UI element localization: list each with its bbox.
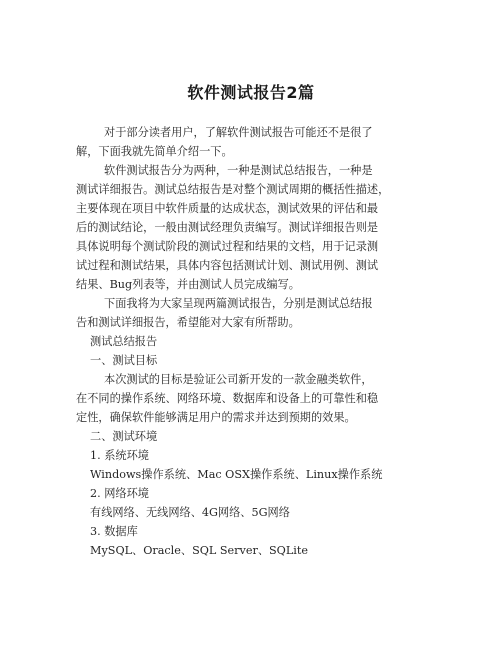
document-title: 软件测试报告2篇 bbox=[187, 83, 315, 102]
text-line: 结果、Bug列表等，并由测试人员完成编写。 bbox=[76, 278, 300, 291]
text-line: 1. 系统环境 bbox=[90, 449, 149, 462]
text-line: 3. 数据库 bbox=[90, 525, 138, 538]
text-line: 下面我将为大家呈现两篇测试报告，分别是测试总结报 bbox=[104, 297, 373, 310]
text-line: 后的测试结论，一般由测试经理负责编写。测试详细报告则是 bbox=[76, 221, 379, 234]
text-line: 2. 网络环境 bbox=[90, 487, 149, 500]
text-line: 有线网络、无线网络、4G网络、5G网络 bbox=[90, 506, 290, 519]
text-line: 在不同的操作系统、网络环境、数据库和设备上的可靠性和稳 bbox=[76, 392, 379, 405]
text-line: 测试总结报告 bbox=[90, 335, 158, 348]
text-line: 本次测试的目标是验证公司新开发的一款金融类软件， bbox=[104, 373, 373, 386]
text-line: 软件测试报告分为两种，一种是测试总结报告，一种是 bbox=[104, 164, 373, 177]
text-line: 试过程和测试结果，具体内容包括测试计划、测试用例、测试 bbox=[76, 259, 379, 272]
text-line: 测试详细报告。测试总结报告是对整个测试周期的概括性描述， bbox=[76, 183, 390, 196]
text-line: 具体说明每个测试阶段的测试过程和结果的文档，用于记录测 bbox=[76, 240, 379, 253]
text-line: 告和测试详细报告，希望能对大家有所帮助。 bbox=[76, 316, 300, 329]
document-body bbox=[76, 123, 436, 560]
text-line: 解，下面我就先简单介绍一下。 bbox=[76, 145, 233, 158]
text-line: 对于部分读者用户，了解软件测试报告可能还不是很了 bbox=[104, 126, 373, 139]
text-line: MySQL、Oracle、SQL Server、SQLite bbox=[90, 544, 308, 557]
text-line: 一、测试目标 bbox=[90, 354, 158, 367]
text-line: Windows操作系统、Mac OSX操作系统、Linux操作系统 bbox=[90, 468, 383, 481]
text-line: 主要体现在项目中软件质量的达成状态，测试效果的评估和最 bbox=[76, 202, 379, 215]
text-line: 定性，确保软件能够满足用户的需求并达到预期的效果。 bbox=[76, 411, 356, 424]
text-line: 二、测试环境 bbox=[90, 430, 158, 443]
